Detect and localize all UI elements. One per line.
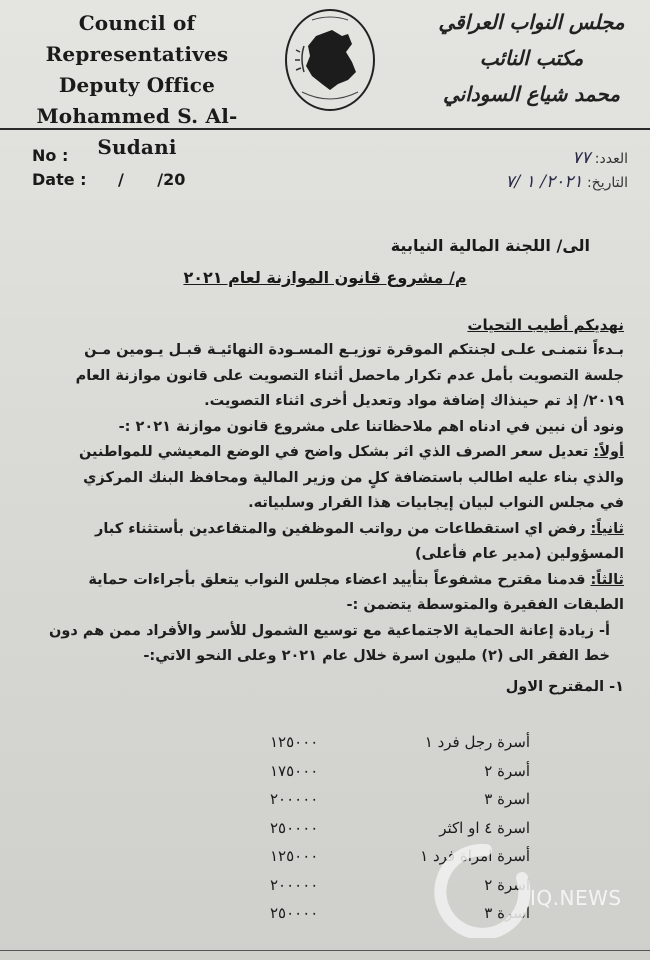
row-value: ٢٥٠٠٠٠ (270, 904, 319, 922)
body-line: جلسة التصويت بأمل عدم تكرار ماحصل أثناء التصويت على قانون موازنة العام (75, 367, 624, 384)
row-label: أسرة ٢ (484, 761, 530, 780)
point-second-label: ثانياً: (590, 520, 624, 537)
subject: م/ مشروع قانون الموازنة لعام ٢٠٢١ (183, 268, 467, 287)
point-first (30, 440, 624, 466)
body-line: المسؤولين (مدير عام فأعلى) (414, 546, 624, 562)
point-second (30, 517, 624, 543)
letterhead-council: Council of Representatives (45, 11, 229, 66)
letterhead-arabic (429, 4, 634, 112)
letterhead-name: Mohammed S. Al-Sudani (36, 104, 238, 159)
point-third (30, 568, 624, 594)
row-value: ١٢٥٠٠٠ (270, 847, 319, 865)
proposal-title: ١- المقترح الاول (505, 678, 624, 695)
row-label: اسرة ٣ (484, 904, 530, 922)
number-label: No : (32, 146, 69, 165)
greeting: نهديكم أطيب التحيات (467, 316, 624, 334)
row-value: ١٧٥٠٠٠ (270, 761, 319, 780)
body-line: بـدءاً نتمنـى علـى لجنتكم الموقرة توزيـع المسـودة النهائيـة قبـل يـومين مـن (84, 342, 624, 358)
row-label: اسرة ٤ او اكثر (439, 818, 530, 837)
row-value: ٢٠٠٠٠٠ (270, 790, 319, 808)
body-line: الطبقات الفقيرة والمتوسطة يتضمن :- (346, 597, 624, 613)
body-line: ونود أن نبين في ادناه اهم ملاحظاتنا على مشروع قانون موازنة ٢٠٢١ :- (118, 418, 624, 435)
point-first-label: أولاً: (593, 444, 624, 460)
row-value: ١٢٥٠٠٠ (270, 733, 319, 751)
point-first-text: تعديل سعر الصرف الذي اثر بشكل واضح في الوضع المعيشي للمواطنين (78, 444, 589, 460)
letterhead-ar-name: محمد شياع السوداني (443, 82, 620, 106)
ar-date-label: التاريخ: (586, 175, 628, 191)
header-divider (0, 128, 650, 130)
row-label: أسرة امراة فرد ١ (420, 847, 530, 865)
point-second-text: رفض اي استقطاعات من رواتب الموظفين والمتقاعدين بأستثناء كبار (95, 520, 586, 537)
row-label: اسرة ٢ (484, 875, 530, 894)
ar-date-value: ٢٠٢١/ ١ /٧ (505, 172, 583, 192)
date-value: / /20 (118, 170, 186, 189)
letter-body (30, 312, 624, 700)
addressee: الى/ اللجنة المالية النيابية (390, 236, 590, 255)
row-value: ٢٥٠٠٠٠ (270, 818, 319, 837)
date-label: Date : (32, 170, 87, 189)
item-a: أ- زيادة إعانة الحماية الاجتماعية مع توسيع الشمول للأسر والأفراد ممن هم دون (48, 622, 610, 639)
iraq-emblem-icon (282, 6, 378, 114)
ar-number-value: ٧٧ (572, 148, 591, 168)
letterhead-ar-council: مجلس النواب العراقي (438, 10, 625, 34)
ar-date (505, 172, 628, 192)
table-row (270, 785, 530, 814)
body-line: في مجلس النواب لبيان إيجابيات هذا القرار وسلبياته. (248, 495, 624, 511)
footer-divider (0, 950, 650, 951)
row-label: اسرة ٣ (484, 790, 530, 808)
ar-number (572, 148, 628, 168)
point-third-label: ثالثاً: (590, 571, 624, 588)
letterhead-english (12, 8, 262, 163)
table-row (270, 728, 530, 757)
ar-number-label: العدد: (594, 151, 628, 167)
letterhead-ar-office: مكتب النائب (479, 46, 584, 70)
watermark-text: IQ.NEWS (530, 886, 622, 910)
row-label: أسرة رجل فرد ١ (424, 733, 530, 751)
table-row (270, 757, 530, 786)
row-value: ٢٠٠٠٠٠ (270, 875, 319, 894)
body-line: خط الفقر الى (٢) مليون اسرة خلال عام ٢٠٢١ وعلى النحو الاتي:- (143, 648, 610, 664)
point-third-text: قدمنا مقترح مشفوعاً بتأييد اعضاء مجلس النواب يتعلق بأجراءات حماية (88, 571, 586, 588)
body-line: ٢٠١٩/ إذ تم حينذاك إضافة مواد وتعديل أخرى اثناء التصويت. (204, 393, 624, 409)
body-line: والذي بناء عليه اطالب باستضافة كلٍ من وزير المالية ومحافظ البنك المركزي (83, 469, 624, 486)
letterhead-office: Deputy Office (58, 73, 216, 97)
